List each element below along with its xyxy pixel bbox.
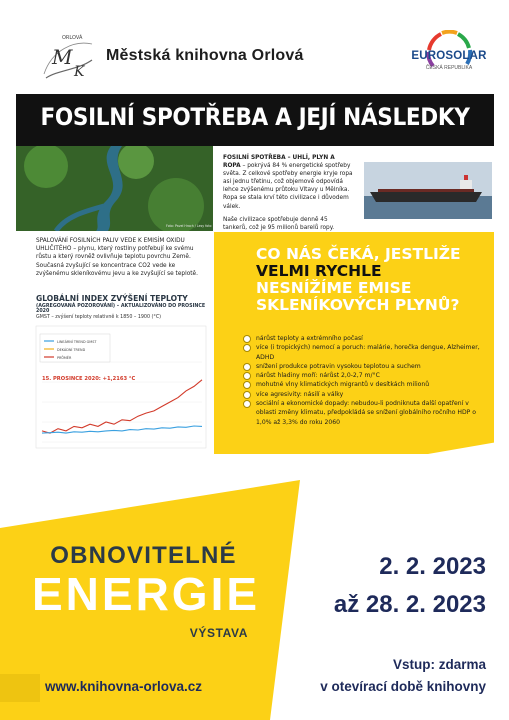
fossil-text <box>223 154 353 232</box>
date-from: 2. 2. 2023 <box>379 553 486 580</box>
temperature-chart <box>30 322 210 454</box>
question-part-2: NESNÍŽÍME EMISE SKLENÍKOVÝCH PLYNŮ? <box>256 279 460 314</box>
consequence-text: snížení produkce potravin vysokou teplotou a suchem <box>256 362 421 370</box>
leaf-bullet-icon <box>243 391 251 399</box>
leaf-bullet-icon <box>243 363 251 371</box>
library-logo <box>38 30 98 86</box>
leaf-bullet-icon <box>243 381 251 389</box>
eurosolar-wordmark: EUROSOLAR <box>411 50 487 62</box>
website-link[interactable]: www.knihovna-orlova.cz <box>45 679 203 694</box>
entry-info: Vstup: zdarma <box>392 657 486 672</box>
date-to: až 28. 2. 2023 <box>333 591 486 618</box>
consequence-item <box>243 362 488 371</box>
leaf-bullet-icon <box>243 344 251 352</box>
consequence-item <box>243 380 488 389</box>
opening-hours: v otevírací době knihovny <box>320 679 486 694</box>
consequence-text: sociální a ekonomické dopady: nebudou-li podniknuta další opatření v oblasti změny klimatu, předpokládá se snížení globálního ročního HDP o 1,0% až 3,3% do roku 2060 <box>256 400 477 426</box>
photo-credit: Foto: Pavel Hroch / Lesy foto <box>166 224 212 228</box>
event-title-line1: OBNOVITELNÉ <box>50 542 237 569</box>
question-part-1: CO NÁS ČEKÁ, JESTLIŽE <box>256 245 461 263</box>
co2-paragraph: SPALOVÁNÍ FOSILNÍCH PALIV VEDE K EMISÍM OXIDU UHLIČITÉHO – plynu, který rostliny potřebují ke svému růstu a který rovněž ovlivňuje teplotu povrchu Země. Současná zvyšující se koncentrace CO2 vede ke zvýšenému skleníkovému jevu a ke zvyšující se teplotě. <box>36 238 198 277</box>
chart-annotation: 15. PROSINCE 2020: +1,2163 °C <box>42 376 136 382</box>
consequence-text: nárůst teploty a extrémního počasí <box>256 335 363 342</box>
event-title-line2: ENERGIE <box>32 568 261 620</box>
question-heading <box>256 246 476 314</box>
leaf-bullet-icon <box>243 335 251 343</box>
fossil-paragraph-1: – pokrývá 84 % energetické spotřeby světa. Z celkové spotřeby energie kryje ropa asi jednu třetinu, což objemově odpovídá lehce zvýšenému průtoku Vltavy u Mělníka. Ropa se stala krví této civilizace i důvodem válek. <box>223 163 353 210</box>
question-part-highlight: VELMI RYCHLE <box>256 262 382 280</box>
consequence-item <box>243 390 488 399</box>
consequence-text: více agresivity: násilí a války <box>256 390 344 398</box>
legend-label: PRŮMĚR <box>57 356 72 360</box>
logo-letter-k: K <box>74 64 85 80</box>
leaf-bullet-icon <box>243 400 251 408</box>
eurosolar-logo <box>404 30 494 84</box>
consequence-text: více (i tropických) nemocí a poruch: malárie, horečka dengue, Alzheimer, ADHD <box>256 344 480 361</box>
library-name: Městská knihovna Orlová <box>106 47 304 64</box>
consequence-item <box>243 343 488 362</box>
legend-label: DEKÁDNÍ TREND <box>57 348 86 352</box>
consequence-text: nárůst hladiny moří: nárůst 2,0-2,7 m/°C <box>256 372 380 380</box>
consequence-text: mohutné vlny klimatických migrantů v desítkách milionů <box>256 381 430 389</box>
event-subtitle: VÝSTAVA <box>189 626 248 640</box>
chart-subtitle: (AGREGOVANÁ POZOROVÁNÍ) – AKTUALIZOVÁNO DO PROSINCE 2020 <box>36 304 206 314</box>
leaf-bullet-icon <box>243 372 251 380</box>
consequence-list <box>243 334 488 427</box>
consequence-item <box>243 371 488 380</box>
chart-title: GLOBÁLNÍ INDEX ZVÝŠENÍ TEPLOTY <box>36 294 188 303</box>
tanker-photo <box>364 162 492 219</box>
river-photo <box>16 146 213 231</box>
consequence-item <box>243 399 488 427</box>
logo-text-orlova: ORLOVÁ <box>62 35 83 41</box>
chart-ylabel: GMST – zvýšení teploty relativně k 1850 – 1900 (°C) <box>36 315 162 320</box>
consequence-item <box>243 334 488 343</box>
logo-letter-m: M <box>52 45 73 69</box>
legend-label: LINEÁRNÍ TREND GMST <box>57 340 97 344</box>
fossil-heading: FOSILNÍ SPOTŘEBA – UHLÍ, PLYN A ROPA <box>223 155 335 170</box>
poster-title: FOSILNÍ SPOTŘEBA A JEJÍ NÁSLEDKY <box>40 103 470 131</box>
fossil-paragraph-2: Naše civilizace spotřebuje denně 45 tankerů, což je 95 milionů barelů ropy. <box>223 216 335 231</box>
eurosolar-subtitle: ČESKÁ REPUBLIKA <box>425 65 473 71</box>
